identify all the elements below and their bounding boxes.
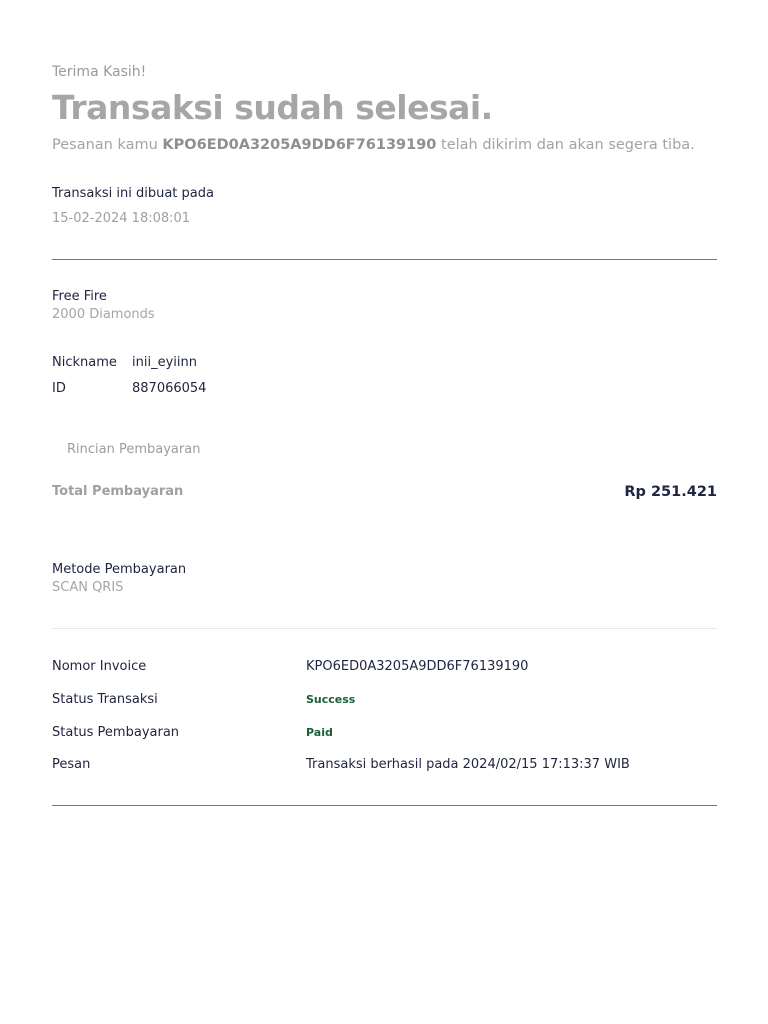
thanks-heading: Terima Kasih! [52,64,147,80]
total-label: Total Pembayaran [52,484,184,499]
id-label: ID [52,381,66,396]
order-id: KPO6ED0A3205A9DD6F76139190 [162,137,437,153]
total-amount: Rp 251.421 [624,484,717,500]
transaction-status-label: Status Transaksi [52,692,158,707]
payment-method-value: SCAN QRIS [52,580,124,595]
payment-status-label: Status Pembayaran [52,725,180,740]
payment-method-label: Metode Pembayaran [52,562,187,577]
nickname-label: Nickname [52,355,117,370]
page-title: Transaksi sudah selesai. [52,88,493,127]
subtitle-prefix: Pesanan kamu [52,137,163,153]
divider-middle [52,628,717,629]
divider-bottom [52,805,717,806]
invoice-number-value: KPO6ED0A3205A9DD6F76139190 [306,659,529,674]
order-subtitle [52,137,695,153]
invoice-number-label: Nomor Invoice [52,659,147,674]
product-name: 2000 Diamonds [52,307,155,322]
id-value: 887066054 [132,381,207,396]
divider-top [52,259,717,260]
payment-status-badge: Paid [306,726,333,739]
created-label: Transaksi ini dibuat pada [52,186,214,201]
subtitle-suffix: telah dikirim dan akan segera tiba. [436,137,695,153]
message-value: Transaksi berhasil pada 2024/02/15 17:13:37 WIB [306,757,630,772]
game-name: Free Fire [52,289,107,304]
created-timestamp: 15-02-2024 18:08:01 [52,211,191,226]
nickname-value: inii_eyiinn [132,355,197,370]
transaction-status-badge: Success [306,693,356,706]
payment-details-heading: Rincian Pembayaran [67,442,201,457]
message-label: Pesan [52,757,91,772]
